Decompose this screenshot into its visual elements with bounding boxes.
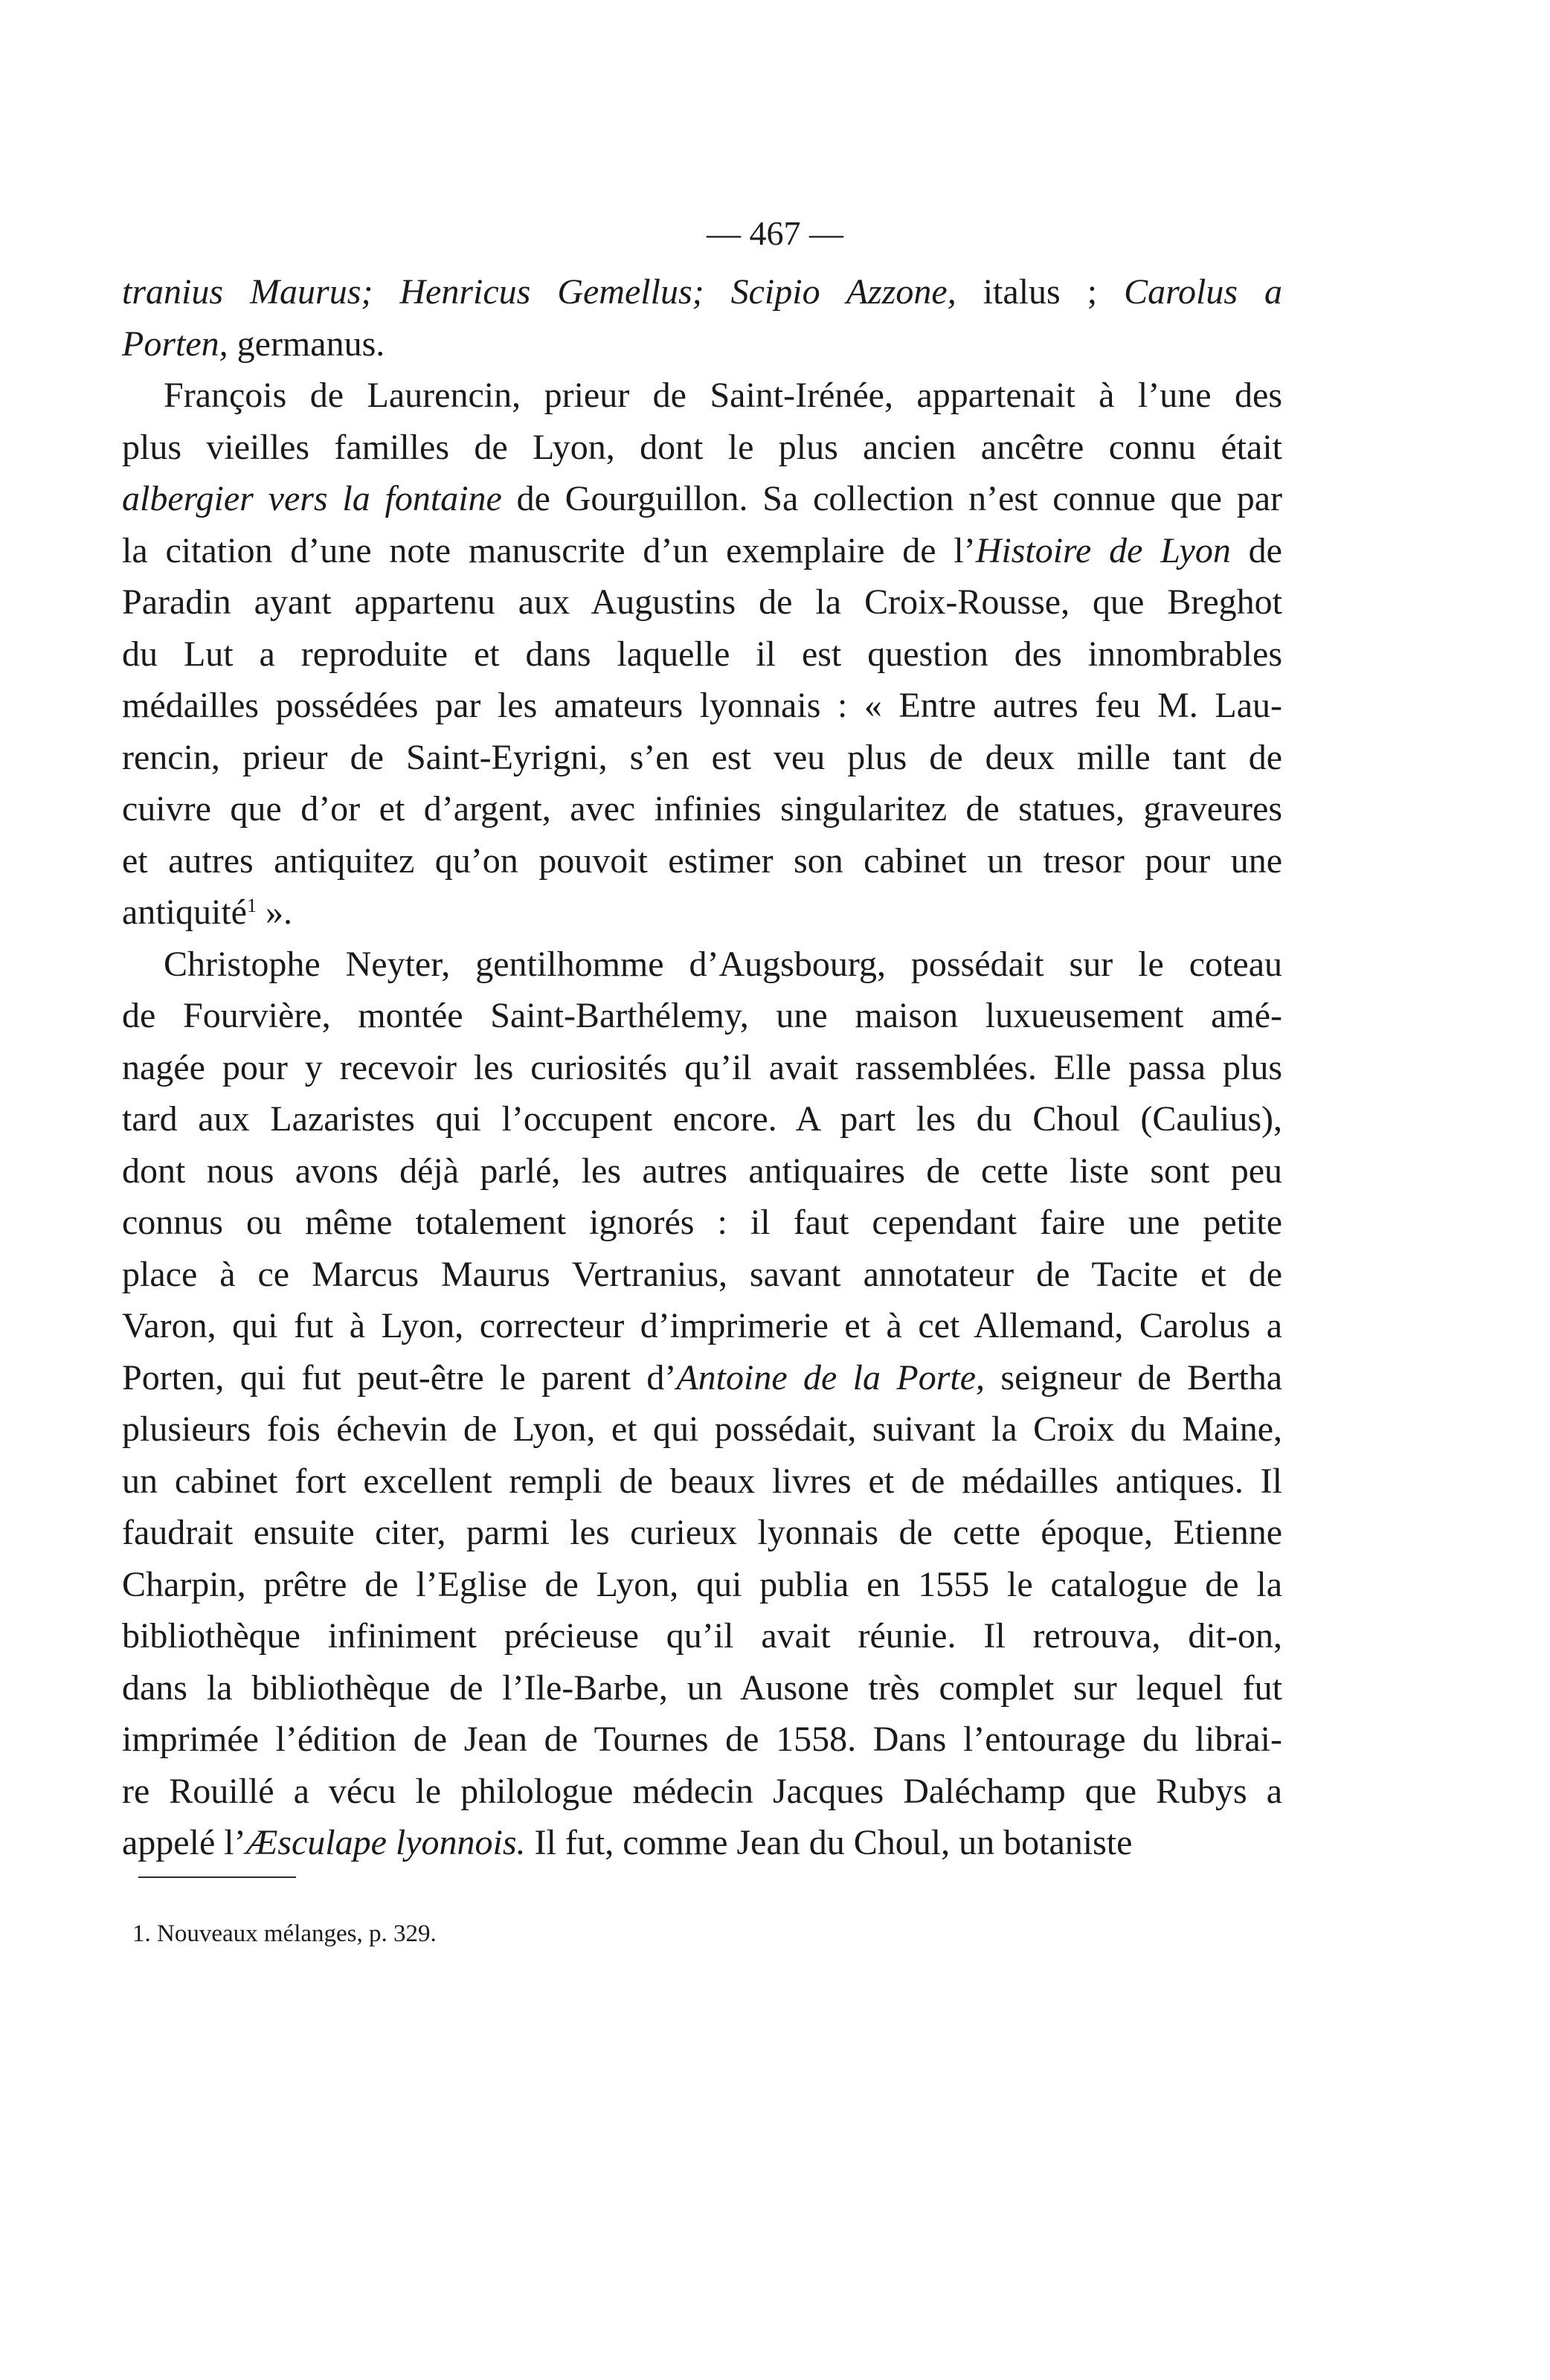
italic-text: Porten, — [122, 324, 228, 364]
text-line — [122, 1559, 1282, 1611]
text-line — [122, 1662, 1282, 1714]
text-run: seigneur de Bertha — [985, 1357, 1283, 1398]
text-run: de — [1230, 530, 1282, 570]
text-line — [122, 1507, 1282, 1559]
text-run: et autres antiquitez qu’on pouvoit estimer son cabinet un tresor pour une — [122, 840, 1282, 881]
text-line — [122, 1093, 1282, 1145]
text-run: germanus. — [228, 324, 385, 364]
text-run: du Lut a reproduite et dans laquelle il est question des innombrables — [122, 634, 1282, 674]
text-line — [122, 1766, 1282, 1818]
text-line — [122, 525, 1282, 577]
text-line — [122, 318, 1282, 370]
text-run: plus vieilles familles de Lyon, dont le plus ancien ancêtre connu était — [122, 427, 1282, 467]
italic-text: tranius Maurus; Henricus Gemellus; Scipio Azzone, — [122, 272, 956, 312]
text-line — [122, 422, 1282, 474]
text-run: appelé l’ — [122, 1823, 246, 1862]
text-run: Varon, qui fut à Lyon, correcteur d’imprimerie et à cet Allemand, Carolus a — [122, 1306, 1282, 1345]
text-line — [122, 370, 1282, 422]
text-run: Charpin, prêtre de l’Eglise de Lyon, qui publia en 1555 le catalogue de la — [122, 1564, 1282, 1604]
italic-text: Æsculape lyonnois. — [245, 1823, 526, 1862]
text-line — [122, 990, 1282, 1042]
paragraph — [122, 370, 1282, 939]
text-line — [122, 1403, 1282, 1456]
text-run: ». — [256, 892, 292, 932]
text-run: rencin, prieur de Saint-Eyrigni, s’en est veu plus de deux mille tant de — [122, 737, 1282, 777]
text-line — [122, 1352, 1282, 1404]
text-run: la citation d’une note manuscrite d’un exemplaire de l’ — [122, 530, 976, 570]
italic-text: albergier vers la fontaine — [122, 479, 502, 518]
text-run: tard aux Lazaristes qui l’occupent encore. A part les du Choul (Caulius), — [122, 1099, 1282, 1139]
text-line — [122, 1197, 1282, 1249]
paragraph — [122, 939, 1282, 1869]
text-run: Paradin ayant appartenu aux Augustins de la Croix-Rousse, que Breghot — [122, 582, 1282, 622]
text-run: cuivre que d’or et d’argent, avec infinies singularitez de statues, graveures — [122, 789, 1282, 829]
text-line — [122, 1042, 1282, 1094]
text-run: antiquité — [122, 892, 247, 932]
italic-text: Histoire de Lyon — [975, 530, 1231, 570]
text-run: imprimée l’édition de Jean de Tournes de 1558. Dans l’entourage du librai- — [122, 1720, 1282, 1759]
text-line — [122, 732, 1282, 784]
text-run: dans la bibliothèque de l’Ile-Barbe, un Ausone très complet sur lequel fut — [122, 1667, 1282, 1708]
page-number: — 467 — — [707, 214, 843, 252]
text-line — [122, 939, 1282, 991]
text-line — [122, 1714, 1282, 1766]
paragraph — [122, 266, 1282, 370]
text-run: un cabinet fort excellent rempli de beaux livres et de médailles antiques. Il — [122, 1461, 1282, 1501]
text-run: connus ou même totalement ignorés : il faut cependant faire une petite — [122, 1203, 1282, 1242]
text-run: Il fut, comme Jean du Choul, un botaniste — [525, 1823, 1133, 1862]
text-run: italus ; — [956, 272, 1125, 312]
footnote-marker: 1 — [246, 895, 257, 916]
text-run: faudrait ensuite citer, parmi les curieux lyonnais de cette époque, Etienne — [122, 1513, 1282, 1552]
text-line — [122, 1300, 1282, 1352]
footnote: 1. Nouveaux mélanges, p. 329. — [132, 1920, 437, 1947]
text-run: de Gourguillon. Sa collection n’est connue que par — [501, 479, 1282, 518]
text-run: bibliothèque infiniment précieuse qu’il avait réunie. Il retrouva, dit-on, — [122, 1616, 1282, 1656]
text-run: re Rouillé a vécu le philologue médecin Jacques Daléchamp que Rubys a — [122, 1771, 1282, 1811]
text-line — [122, 576, 1282, 628]
text-line — [122, 628, 1282, 681]
italic-text: Antoine de la Porte, — [676, 1357, 985, 1398]
footnote-separator — [138, 1876, 296, 1878]
body-text — [122, 266, 1282, 1869]
text-line — [122, 1145, 1282, 1197]
text-run: médailles possédées par les amateurs lyonnais : « Entre autres feu M. Lau- — [122, 686, 1282, 725]
text-line — [122, 1456, 1282, 1508]
text-line — [122, 680, 1282, 732]
text-run: place à ce Marcus Maurus Vertranius, savant annotateur de Tacite et de — [122, 1254, 1282, 1294]
text-line — [122, 266, 1282, 318]
text-run: nagée pour y recevoir les curiosités qu’il avait rassemblées. Elle passa plus — [122, 1047, 1282, 1087]
text-run: Porten, qui fut peut-être le parent d’ — [122, 1357, 677, 1398]
text-line — [122, 473, 1282, 525]
text-run: de Fourvière, montée Saint-Barthélemy, une maison luxueusement amé- — [122, 996, 1282, 1035]
text-line — [122, 835, 1282, 887]
text-line — [122, 1249, 1282, 1301]
text-line — [122, 1610, 1282, 1662]
text-run: dont nous avons déjà parlé, les autres antiquaires de cette liste sont peu — [122, 1151, 1282, 1191]
text-run: plusieurs fois échevin de Lyon, et qui possédait, suivant la Croix du Maine, — [122, 1409, 1282, 1449]
text-line — [122, 1817, 1282, 1869]
text-run: François de Laurencin, prieur de Saint-Irénée, appartenait à l’une des — [164, 376, 1282, 415]
text-run: Christophe Neyter, gentilhomme d’Augsbourg, possédait sur le coteau — [164, 944, 1282, 984]
text-line — [122, 783, 1282, 835]
italic-text: Carolus a — [1124, 272, 1282, 312]
text-line — [122, 887, 1282, 939]
